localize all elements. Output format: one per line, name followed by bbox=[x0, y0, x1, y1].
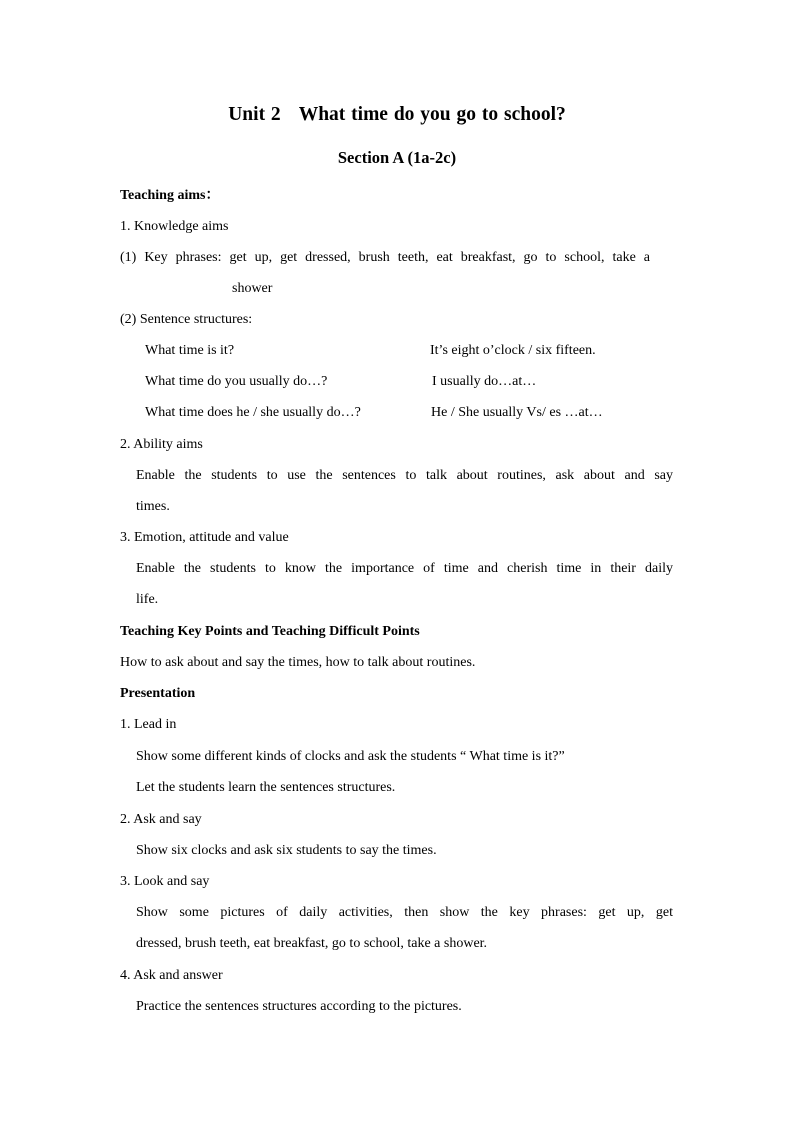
key-phrases-line: (1) Key phrases: get up, get dressed, brush teeth, eat breakfast, go to school, take a bbox=[120, 250, 650, 265]
look-and-say-heading: 3. Look and say bbox=[120, 874, 210, 889]
lead-in-text: Show some different kinds of clocks and ask the students “ What time is it?” bbox=[136, 749, 565, 764]
structure-question: What time do you usually do…? bbox=[145, 374, 328, 389]
emotion-text-line: Enable the students to know the importance of time and cherish time in their daily bbox=[136, 561, 673, 576]
presentation-heading: Presentation bbox=[120, 686, 196, 701]
key-phrases-continuation: shower bbox=[232, 281, 273, 296]
ask-and-say-heading: 2. Ask and say bbox=[120, 812, 202, 827]
look-and-say-continuation: dressed, brush teeth, eat breakfast, go to school, take a shower. bbox=[136, 936, 488, 951]
key-points-text: How to ask about and say the times, how to talk about routines. bbox=[120, 655, 476, 670]
ask-and-say-text: Show six clocks and ask six students to say the times. bbox=[136, 843, 437, 858]
key-points-heading: Teaching Key Points and Teaching Difficult Points bbox=[120, 624, 420, 639]
structure-answer: He / She usually Vs/ es …at… bbox=[431, 405, 603, 420]
look-and-say-text-line: Show some pictures of daily activities, then show the key phrases: get up, get bbox=[136, 905, 673, 920]
emotion-text-continuation: life. bbox=[136, 592, 159, 607]
ability-text-continuation: times. bbox=[136, 499, 170, 514]
structure-answer: It’s eight o’clock / six fifteen. bbox=[430, 343, 596, 358]
lead-in-heading: 1. Lead in bbox=[120, 717, 177, 732]
ask-and-answer-heading: 4. Ask and answer bbox=[120, 968, 223, 983]
section-title: Section A (1a-2c) bbox=[337, 148, 457, 167]
sentence-structures-heading: (2) Sentence structures: bbox=[120, 312, 253, 327]
lead-in-text: Let the students learn the sentences structures. bbox=[136, 780, 396, 795]
ask-and-answer-text: Practice the sentences structures according to the pictures. bbox=[136, 999, 462, 1014]
structure-question: What time does he / she usually do…? bbox=[145, 405, 361, 420]
structure-question: What time is it? bbox=[145, 343, 235, 358]
title-unit: Unit 2 bbox=[228, 104, 281, 125]
ability-text-line: Enable the students to use the sentences to talk about routines, ask about and say bbox=[136, 468, 673, 483]
title-question: What time do you go to school? bbox=[298, 104, 566, 125]
teaching-aims-heading: Teaching aims： bbox=[120, 188, 220, 203]
knowledge-aims-heading: 1. Knowledge aims bbox=[120, 219, 229, 234]
ability-aims-heading: 2. Ability aims bbox=[120, 437, 203, 452]
page-title bbox=[0, 106, 794, 124]
structure-answer: I usually do…at… bbox=[432, 374, 537, 389]
emotion-heading: 3. Emotion, attitude and value bbox=[120, 530, 289, 545]
